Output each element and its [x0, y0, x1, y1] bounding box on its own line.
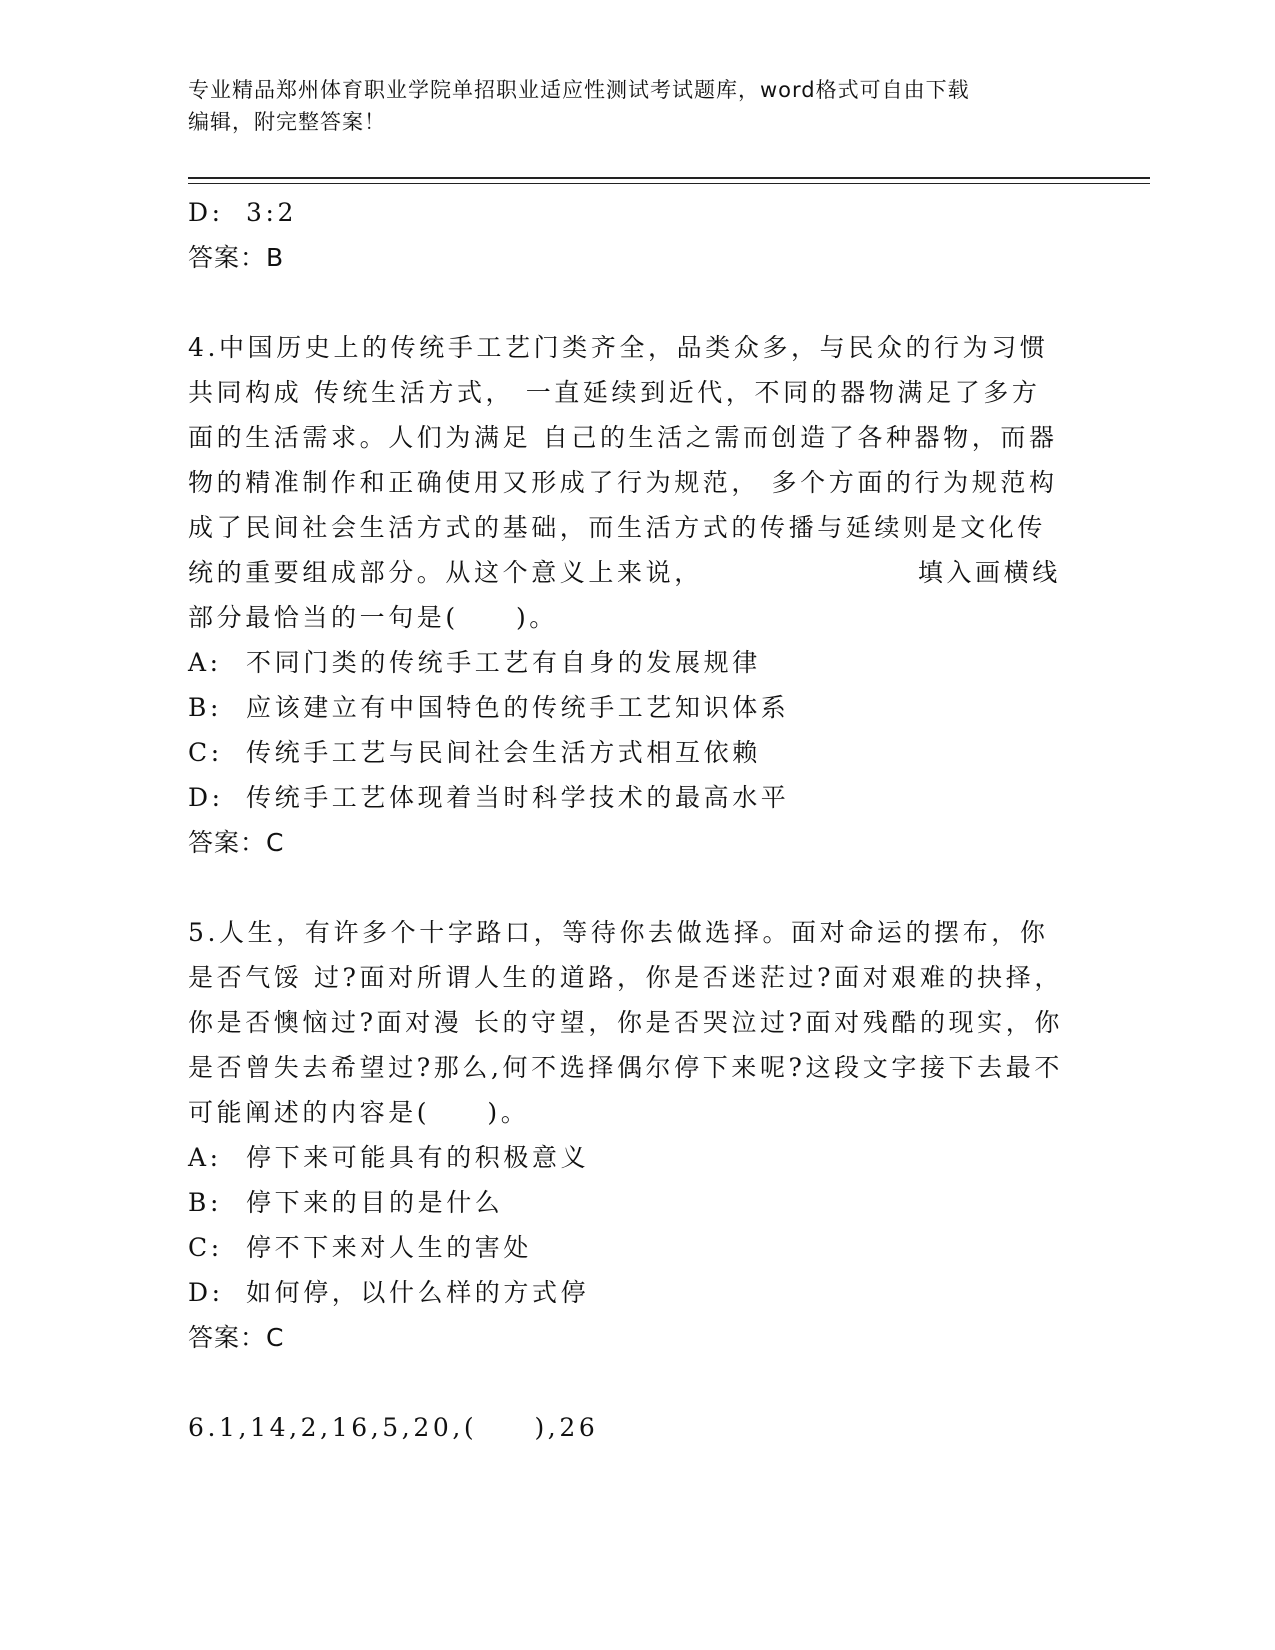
- option-text: 停下来的目的是什么: [246, 1188, 504, 1217]
- option-label: A:: [188, 648, 222, 677]
- q5-text-line: 你是否懊恼过?面对漫 长的守望，你是否哭泣过?面对残酷的现实，你: [188, 1008, 1063, 1037]
- option-text: 停不下来对人生的害处: [246, 1233, 533, 1262]
- option-text: 不同门类的传统手工艺有自身的发展规律: [246, 648, 761, 677]
- q3-answer: 答案：B: [188, 243, 285, 272]
- option-label: B:: [188, 1188, 222, 1217]
- q4-option-c: [188, 730, 1088, 775]
- option-label: D:: [188, 783, 224, 812]
- q5-text-line: 是否气馁 过?面对所谓人生的道路，你是否迷茫过?面对艰难的抉择，: [188, 963, 1063, 992]
- option-text: 传统手工艺体现着当时科学技术的最高水平: [246, 783, 790, 812]
- q4-text-line: 4.中国历史上的传统手工艺门类齐全，品类众多，与民众的行为习惯: [188, 333, 1049, 362]
- option-label: C:: [188, 738, 223, 767]
- q6-text-line: 6.1,14,2,16,5,20,( ),26: [188, 1413, 599, 1442]
- q4-option-d: [188, 775, 1088, 820]
- q5-answer: 答案：C: [188, 1323, 285, 1352]
- q4-text-line: [188, 550, 1088, 595]
- q4-line6-start: 统的重要组成部分。从这个意义上来说，: [188, 558, 703, 587]
- spacer: [188, 1360, 1088, 1405]
- q5-option-c: [188, 1225, 1088, 1270]
- header-line-2: 编辑，附完整答案！: [188, 110, 386, 134]
- option-text: 3:2: [246, 198, 298, 227]
- header-rule-thick: [188, 177, 1150, 179]
- spacer: [188, 865, 1088, 910]
- q4-text-line: 面的生活需求。人们为满足 自己的生活之需而创造了各种器物，而器: [188, 423, 1058, 452]
- option-label: D:: [188, 198, 224, 227]
- q5-text-line: 可能阐述的内容是( )。: [188, 1098, 530, 1127]
- q4-option-b: [188, 685, 1088, 730]
- q5-text-line: 是否曾失去希望过?那么,何不选择偶尔停下来呢?这段文字接下去最不: [188, 1053, 1063, 1082]
- q4-answer: 答案：C: [188, 828, 285, 857]
- header-rule-thin: [188, 183, 1150, 184]
- spacer: [188, 280, 1088, 325]
- q4-text-line: 部分最恰当的一句是( )。: [188, 603, 558, 632]
- option-label: A:: [188, 1143, 222, 1172]
- q5-option-b: [188, 1180, 1088, 1225]
- question-content: [188, 190, 1088, 1450]
- option-text: 停下来可能具有的积极意义: [246, 1143, 590, 1172]
- q4-text-line: 物的精准制作和正确使用又形成了行为规范， 多个方面的行为规范构: [188, 468, 1058, 497]
- q5-option-a: [188, 1135, 1088, 1180]
- option-label: B:: [188, 693, 222, 722]
- q4-option-a: [188, 640, 1088, 685]
- q4-text-line: 共同构成 传统生活方式， 一直延续到近代，不同的器物满足了多方: [188, 378, 1041, 407]
- option-text: 传统手工艺与民间社会生活方式相互依赖: [246, 738, 761, 767]
- header-line-1: 专业精品郑州体育职业学院单招职业适应性测试考试题库，word格式可自由下载: [188, 78, 970, 102]
- page-header: [188, 74, 1088, 138]
- q4-text-line: 成了民间社会生活方式的基础，而生活方式的传播与延续则是文化传: [188, 513, 1047, 542]
- q4-line6-end: 填入画横线: [917, 558, 1061, 587]
- option-label: C:: [188, 1233, 223, 1262]
- q5-option-d: [188, 1270, 1088, 1315]
- q5-text-line: 5.人生，有许多个十字路口，等待你去做选择。面对命运的摆布，你: [188, 918, 1049, 947]
- q3-option-d: [188, 190, 1088, 235]
- option-text: 如何停，以什么样的方式停: [246, 1278, 590, 1307]
- option-label: D:: [188, 1278, 224, 1307]
- option-text: 应该建立有中国特色的传统手工艺知识体系: [246, 693, 790, 722]
